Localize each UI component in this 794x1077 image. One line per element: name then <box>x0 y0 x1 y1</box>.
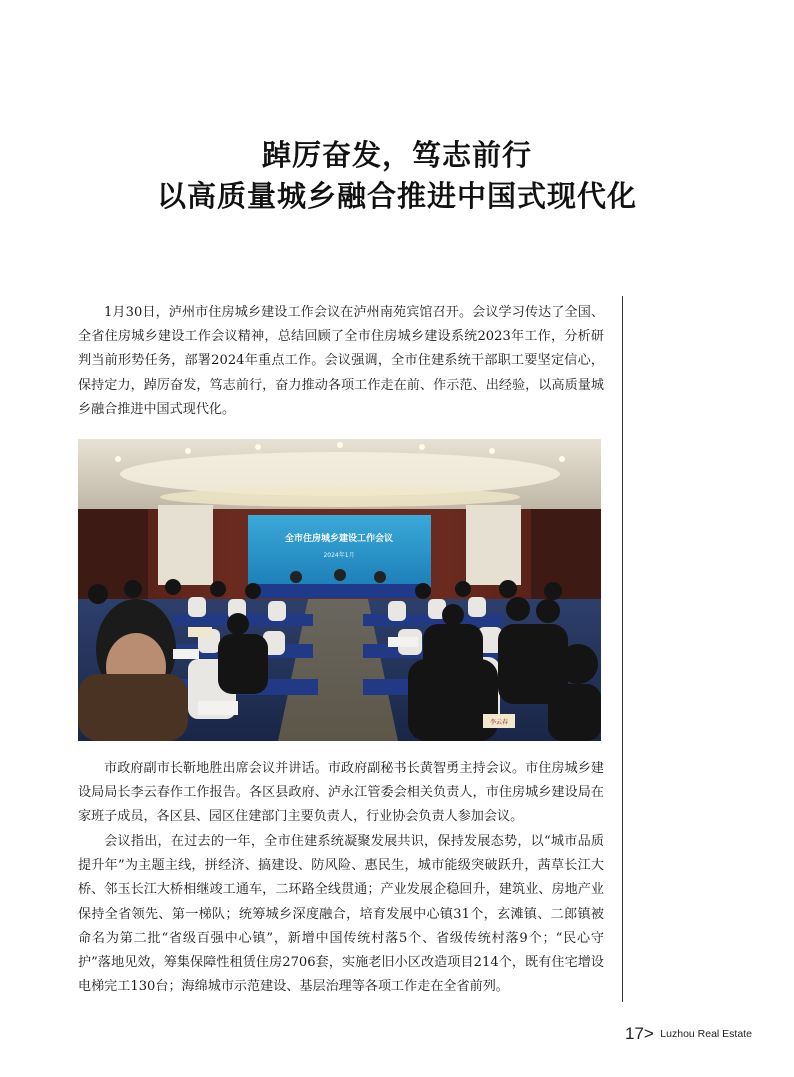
screen-title: 全市住房城乡建设工作会议 <box>284 534 394 544</box>
meeting-photo <box>78 439 601 741</box>
article-title-line-1: 踔厉奋发，笃志前行 <box>261 138 532 172</box>
column-divider <box>622 296 623 1002</box>
name-card-text: 李云春 <box>489 719 509 726</box>
paragraph-attendees-text: 市政府副市长靳地胜出席会议并讲话。市政府副秘书长黄智勇主持会议。市住房城乡建设局局长李云春作工作报告。各区县政府、泸永江管委会相关负责人，市住房城乡建设局在家班子成员，各区县、园区住建部门主要负责人，行业协会负责人参加会议。 <box>78 761 604 825</box>
magazine-name: Luzhou Real Estate <box>660 1028 752 1040</box>
page-number: 17> <box>625 1024 654 1043</box>
paragraph-attendees <box>78 757 604 830</box>
paragraph-achievements-text: 会议指出，在过去的一年，全市住建系统凝聚发展共识，保持发展态势，以“城市品质提升年”为主题主线，拼经济、搞建设、防风险、惠民生，城市能级突破跃升，茜草长江大桥、邻玉长江大桥相继竣工通车，二环路全线贯通；产业发展企稳回升，建筑业、房地产业保持全省领先、第一梯队；统筹城乡深度融合，培育发展中心镇31个，玄滩镇、二郎镇被命名为第二批“省级百强中心镇”，新增中国传统村落5个、省级传统村落9个；“民心守护”落地见效，筹集保障性租赁住房2706套，实施老旧小区改造项目214个，既有住宅增设电梯完工130台；海绵城市示范建设、基层治理等各项工作走在全省前列。 <box>78 834 604 995</box>
page-footer <box>625 1024 752 1044</box>
screen-date: 2024年1月 <box>323 552 355 559</box>
paragraph-intro <box>78 301 604 422</box>
article-title-line-2: 以高质量城乡融合推进中国式现代化 <box>156 179 637 213</box>
paragraph-intro-text: 1月30日，泸州市住房城乡建设工作会议在泸州南苑宾馆召开。会议学习传达了全国、全省住房城乡建设工作会议精神，总结回顾了全市住房城乡建设系统2023年工作，分析研判当前形势任务，部署2024年重点工作。会议强调，全市住建系统干部职工要坚定信心，保持定力，踔厉奋发，笃志前行，奋力推动各项工作走在前、作示范、出经验，以高质量城乡融合推进中国式现代化。 <box>78 305 604 417</box>
paragraph-achievements <box>78 830 604 999</box>
